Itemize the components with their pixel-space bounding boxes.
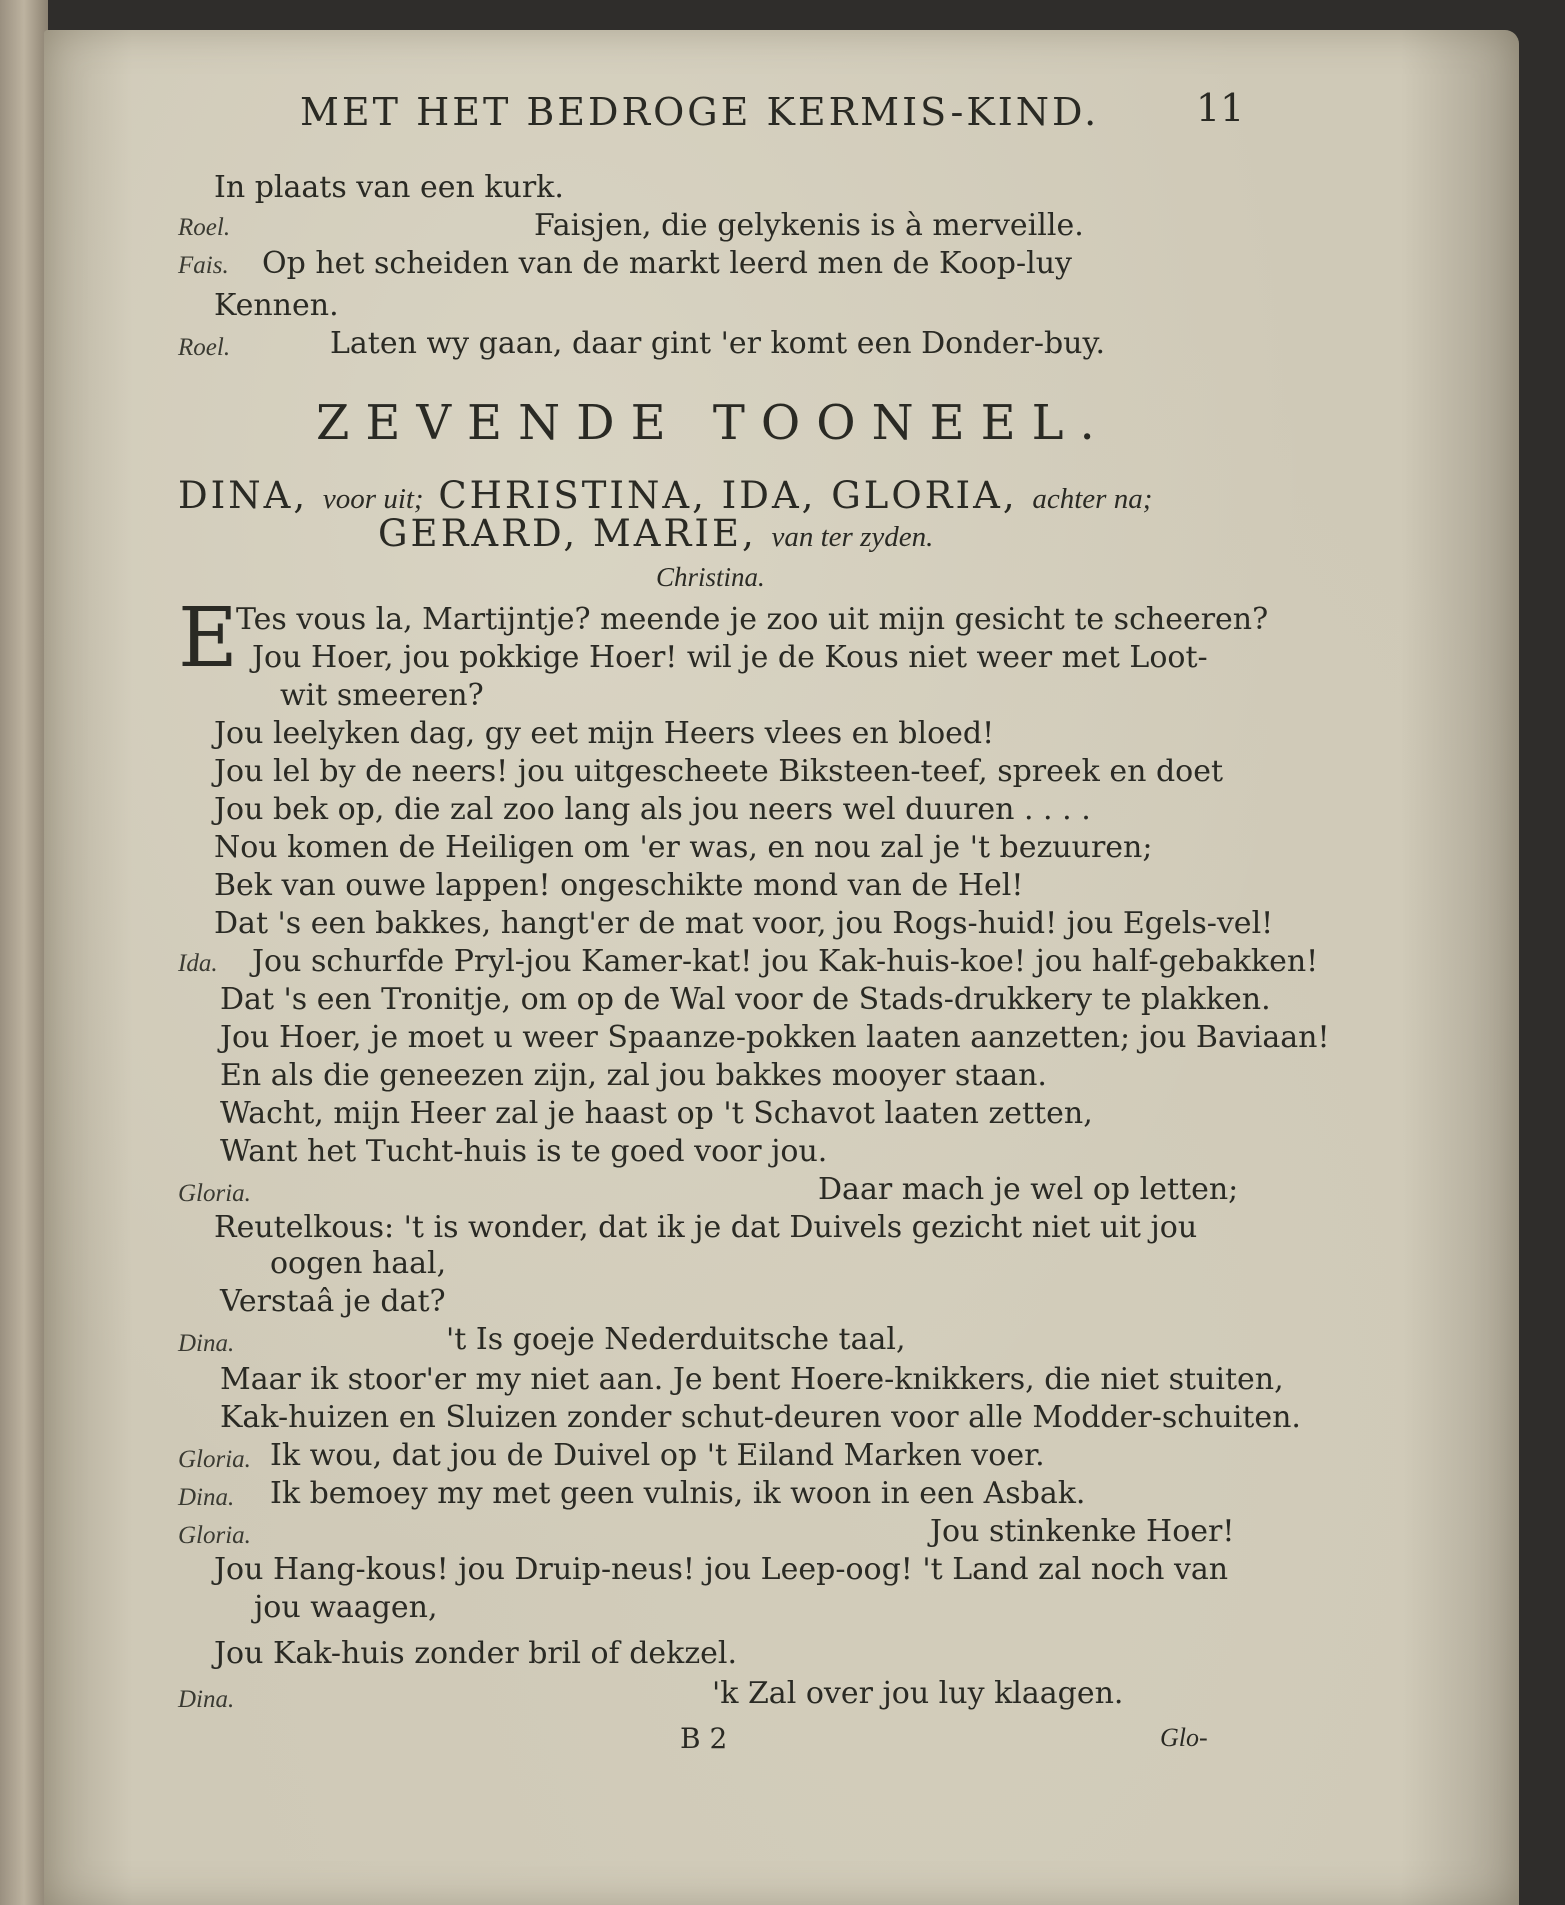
speaker-label: Dina. xyxy=(178,1330,235,1357)
running-head: MET HET BEDROGE KERMIS-KIND. xyxy=(300,90,1100,134)
text-line: Laten wy gaan, daar gint 'er komt een Donder-buy. xyxy=(330,326,1105,361)
text-line: Nou komen de Heiligen om 'er was, en nou zal je 't bezuuren; xyxy=(214,830,1153,865)
cast-list-line-1 xyxy=(178,474,1152,517)
speaker-heading: Christina. xyxy=(656,562,765,592)
text-line: Jou stinkenke Hoer! xyxy=(930,1514,1235,1549)
text-line: Wacht, mijn Heer zal je haast op 't Schavot laaten zetten, xyxy=(220,1096,1093,1131)
text-line: Jou schurfde Pryl-jou Kamer-kat! jou Kak-huis-koe! jou half-gebakken! xyxy=(252,944,1319,979)
stage-direction: achter na; xyxy=(1032,483,1153,515)
text-line: oogen haal, xyxy=(270,1246,447,1281)
text-line: Jou leelyken dag, gy eet mijn Heers vlees en bloed! xyxy=(214,716,995,751)
signature-mark: B 2 xyxy=(680,1722,728,1755)
speaker-label: Fais. xyxy=(178,252,229,279)
text-line: Reutelkous: 't is wonder, dat ik je dat Duivels gezicht niet uit jou xyxy=(214,1210,1198,1245)
text-line: Want het Tucht-huis is te goed voor jou. xyxy=(220,1134,828,1169)
text-line: Jou Hang-kous! jou Druip-neus! jou Leep-oog! 't Land zal noch van xyxy=(214,1552,1229,1587)
text-line: Jou Hoer, jou pokkige Hoer! wil je de Kous niet weer met Loot- xyxy=(252,640,1208,675)
cast-list-line-2 xyxy=(378,512,933,555)
speaker-label: Dina. xyxy=(178,1484,235,1511)
speaker-label: Ida. xyxy=(178,950,218,977)
speaker-label: Roel. xyxy=(178,334,231,361)
text-line: Daar mach je wel op letten; xyxy=(818,1172,1239,1207)
text-line: Dat 's een bakkes, hangt'er de mat voor, jou Rogs-huid! jou Egels-vel! xyxy=(214,906,1274,941)
text-line: Verstaâ je dat? xyxy=(220,1284,446,1319)
stage-direction: voor uit; xyxy=(322,483,424,515)
text-line: 'k Zal over jou luy klaagen. xyxy=(712,1676,1124,1711)
text-line: Jou Hoer, je moet u weer Spaanze-pokken laaten aanzetten; jou Baviaan! xyxy=(220,1020,1330,1055)
speaker-label: Gloria. xyxy=(178,1180,251,1207)
text-line: En als die geneezen zijn, zal jou bakkes mooyer staan. xyxy=(220,1058,1047,1093)
text-line: jou waagen, xyxy=(254,1590,438,1625)
scene-title: ZEVENDE TOONEEL. xyxy=(316,395,1111,451)
text-line: wit smeeren? xyxy=(280,678,484,713)
text-line: Maar ik stoor'er my niet aan. Je bent Hoere-knikkers, die niet stuiten, xyxy=(220,1362,1284,1397)
text-line: In plaats van een kurk. xyxy=(214,170,564,205)
text-line: Jou lel by de neers! jou uitgescheete Biksteen-teef, spreek en doet xyxy=(214,754,1224,789)
speaker-label: Gloria. xyxy=(178,1446,251,1473)
text-line: Kennen. xyxy=(214,288,339,323)
text-line: Bek van ouwe lappen! ongeschikte mond van de Hel! xyxy=(214,868,1024,903)
text-line: Ik wou, dat jou de Duivel op 't Eiland Marken voer. xyxy=(270,1438,1045,1473)
text-line: Op het scheiden van de markt leerd men de Koop-luy xyxy=(262,246,1072,281)
text-line: Kak-huizen en Sluizen zonder schut-deuren voor alle Modder-schuiten. xyxy=(220,1400,1301,1435)
text-line: Ik bemoey my met geen vulnis, ik woon in een Asbak. xyxy=(270,1476,1086,1511)
page-number: 11 xyxy=(1196,86,1245,130)
text-line: Jou Kak-huis zonder bril of dekzel. xyxy=(214,1636,738,1671)
catchword: Glo- xyxy=(1160,1723,1208,1752)
text-line: Jou bek op, die zal zoo lang als jou neers wel duuren . . . . xyxy=(214,792,1091,827)
cast-names: CHRISTINA, IDA, GLORIA, xyxy=(438,474,1018,517)
cast-names: DINA, xyxy=(178,474,309,517)
speaker-label: Dina. xyxy=(178,1686,235,1713)
text-line: Faisjen, die gelykenis is à merveille. xyxy=(534,208,1084,243)
speaker-label: Roel. xyxy=(178,214,231,241)
facing-page-edge xyxy=(0,0,48,1905)
stage-direction: van ter zyden. xyxy=(771,521,934,553)
text-line: 't Is goeje Nederduitsche taal, xyxy=(446,1322,906,1357)
cast-names: GERARD, MARIE, xyxy=(378,512,757,555)
text-line: Tes vous la, Martijntje? meende je zoo uit mijn gesicht te scheeren? xyxy=(236,602,1269,637)
text-line: Dat 's een Tronitje, om op de Wal voor de Stads-drukkery te plakken. xyxy=(220,982,1271,1017)
drop-cap: E xyxy=(178,591,238,686)
speaker-label: Gloria. xyxy=(178,1522,251,1549)
